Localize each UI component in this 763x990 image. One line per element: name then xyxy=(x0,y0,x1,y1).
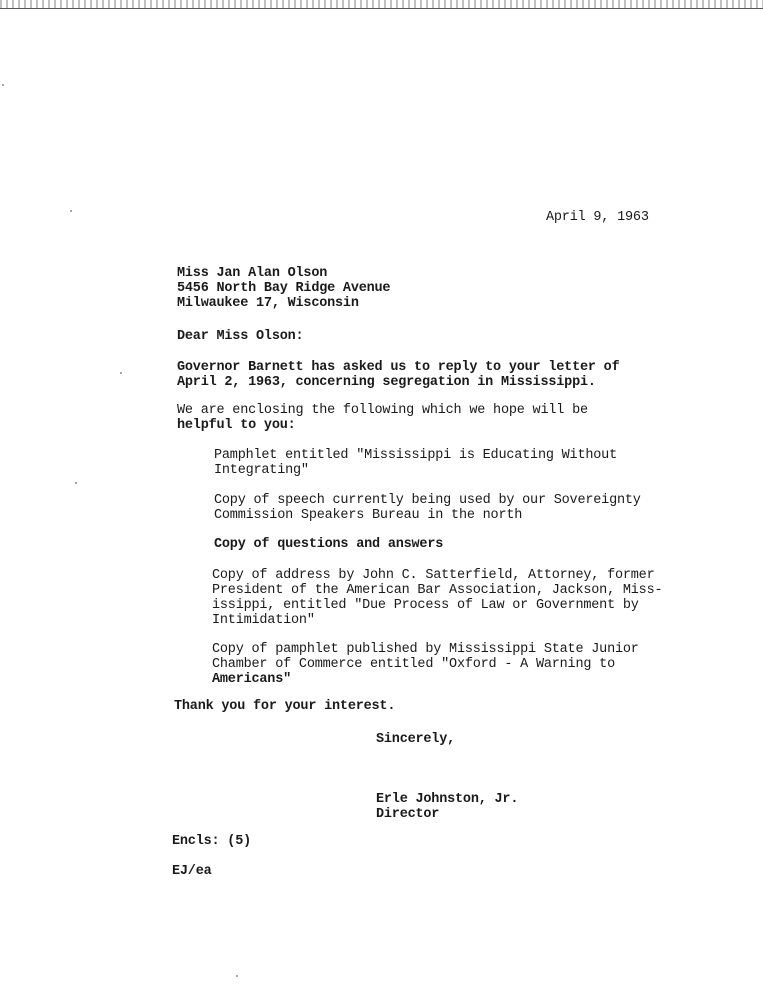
enclosure-line: issippi, entitled "Due Process of Law or Government by xyxy=(212,598,639,613)
enclosure-item xyxy=(214,448,617,478)
signature-block xyxy=(376,792,518,822)
closing: Sincerely, xyxy=(376,732,456,747)
scan-speck xyxy=(2,84,4,86)
enclosure-item xyxy=(212,642,639,687)
scan-speck xyxy=(120,372,122,374)
enclosure-line: Copy of questions and answers xyxy=(214,537,444,552)
paragraph-2-line: helpful to you: xyxy=(177,418,296,433)
signer-title: Director xyxy=(376,807,440,822)
enclosure-line: Integrating" xyxy=(214,463,309,478)
enclosure-line: Copy of pamphlet published by Mississippi State Junior xyxy=(212,642,639,657)
page-top-edge xyxy=(0,0,763,9)
enclosure-line: Commission Speakers Bureau in the north xyxy=(214,508,523,523)
paragraph-1 xyxy=(177,360,619,390)
paragraph-1-line: Governor Barnett has asked us to reply to your letter of xyxy=(177,360,620,375)
paragraph-2 xyxy=(177,403,588,433)
enclosure-count: Encls: (5) xyxy=(172,834,252,849)
recipient-address xyxy=(177,266,390,311)
salutation: Dear Miss Olson: xyxy=(177,329,304,344)
enclosure-item xyxy=(214,493,641,523)
recipient-city: Milwaukee 17, Wisconsin xyxy=(177,296,359,311)
enclosure-line: Chamber of Commerce entitled "Oxford - A Warning to xyxy=(212,657,615,672)
recipient-street: 5456 North Bay Ridge Avenue xyxy=(177,281,391,296)
recipient-name: Miss Jan Alan Olson xyxy=(177,266,328,281)
scan-speck xyxy=(236,975,238,977)
letter-date: April 9, 1963 xyxy=(546,210,649,225)
enclosure-item xyxy=(212,568,662,628)
enclosure-line: Americans" xyxy=(212,672,292,687)
scan-speck xyxy=(70,210,72,212)
enclosure-line: President of the American Bar Association, Jackson, Miss- xyxy=(212,583,663,598)
scan-speck xyxy=(75,482,77,484)
typist-initials: EJ/ea xyxy=(172,864,212,879)
signer-name: Erle Johnston, Jr. xyxy=(376,792,519,807)
enclosure-item xyxy=(214,537,443,552)
enclosure-line: Pamphlet entitled "Mississippi is Educating Without xyxy=(214,448,617,463)
thanks-line: Thank you for your interest. xyxy=(174,699,396,714)
paragraph-1-line: April 2, 1963, concerning segregation in Mississippi. xyxy=(177,375,596,390)
enclosure-line: Copy of speech currently being used by our Sovereignty xyxy=(214,493,641,508)
paragraph-2-line: We are enclosing the following which we hope will be xyxy=(177,403,588,418)
enclosure-line: Copy of address by John C. Satterfield, Attorney, former xyxy=(212,568,655,583)
enclosure-line: Intimidation" xyxy=(212,613,315,628)
